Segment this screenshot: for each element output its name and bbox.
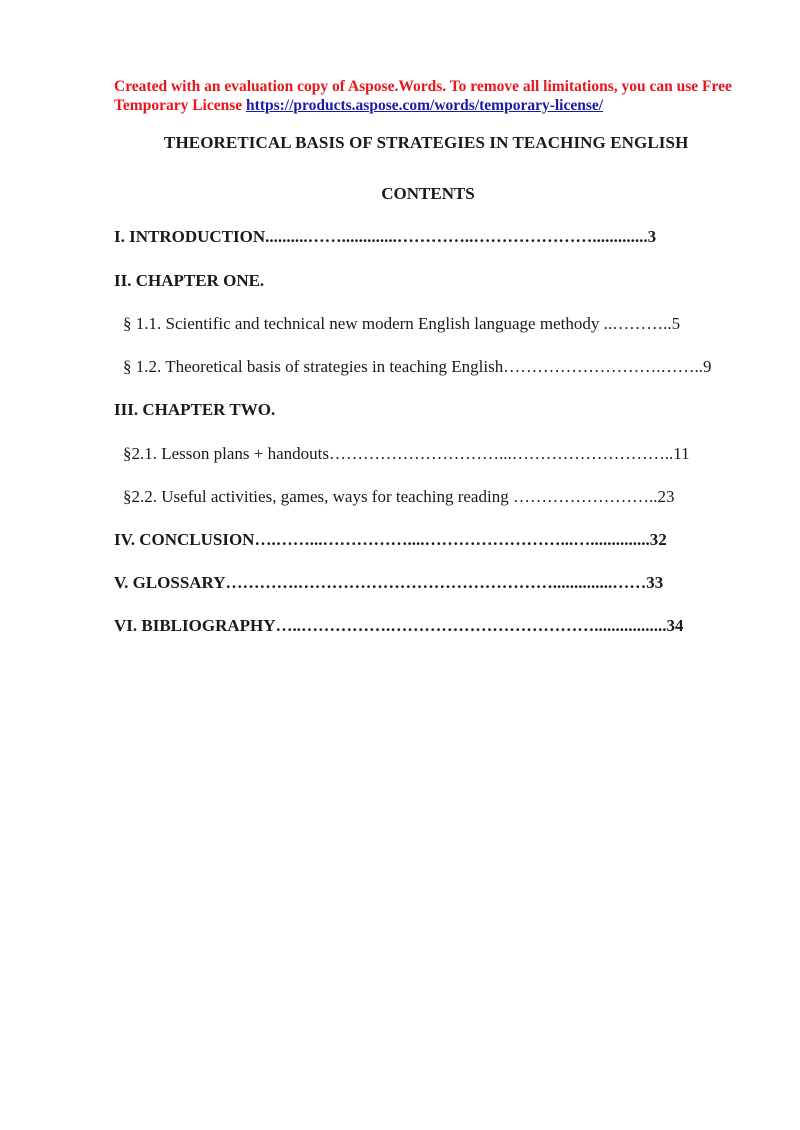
toc-entry-section-2-2[interactable]: §2.2. Useful activities, games, ways for teaching reading ……………………..23 (123, 487, 675, 506)
toc-entry-glossary[interactable]: V. GLOSSARY………….………………………………………..............……33 (114, 573, 664, 592)
temporary-license-link[interactable]: https://products.aspose.com/words/temporary-license/ (246, 97, 604, 114)
toc-entry-conclusion[interactable]: IV. CONCLUSION….……...……………....……………………...…..............32 (114, 530, 667, 549)
evaluation-notice (114, 77, 754, 115)
toc-entry-bibliography[interactable]: VI. BIBLIOGRAPHY…..…………….……………………………….................34 (114, 616, 684, 635)
contents-heading: CONTENTS (381, 184, 475, 203)
document-title: THEORETICAL BASIS OF STRATEGIES IN TEACHING ENGLISH (164, 133, 689, 152)
toc-entry-chapter-two[interactable]: III. CHAPTER TWO. (114, 400, 276, 419)
toc-entry-chapter-one[interactable]: II. CHAPTER ONE. (114, 271, 265, 290)
toc-entry-introduction[interactable]: I. INTRODUCTION..........…….............…………..………………….............3 (114, 227, 657, 246)
toc-entry-section-2-1[interactable]: §2.1. Lesson plans + handouts…………………………...………………………..11 (123, 444, 690, 463)
toc-entry-section-1-2[interactable]: § 1.2. Theoretical basis of strategies in teaching English……………………….……..9 (123, 357, 712, 376)
toc-entry-section-1-1[interactable]: § 1.1. Scientific and technical new modern English language methody ..………..5 (123, 314, 681, 333)
evaluation-notice-text: Created with an evaluation copy of Aspose.Words. To remove all limitations, you can use Free Temporary License (114, 78, 732, 114)
